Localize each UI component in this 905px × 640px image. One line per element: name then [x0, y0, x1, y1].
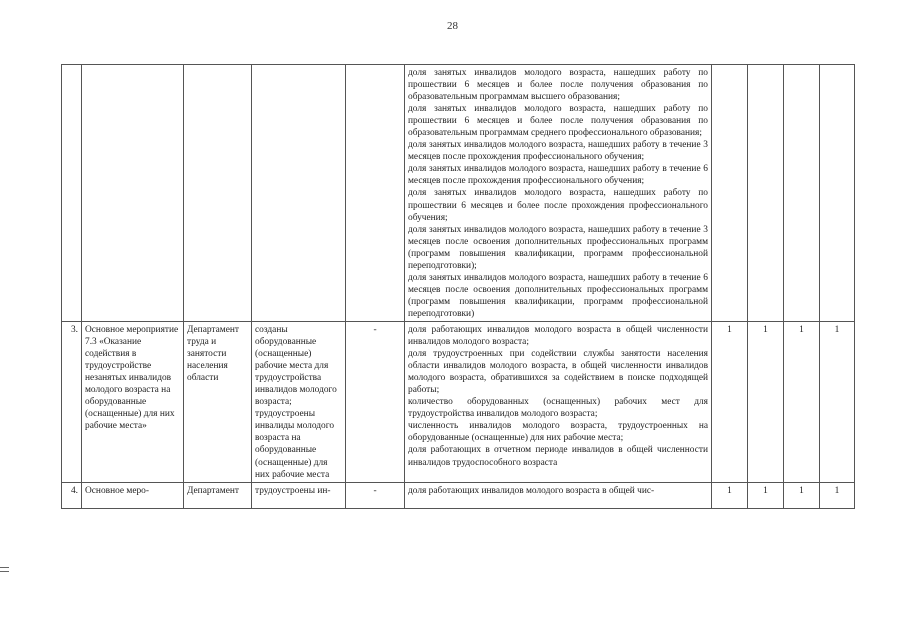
- indicator-text: доля трудоустроенных при содействии службы занятости населения области инвалидов молодого возраста, в общей численности инвалидов молодого возраста, обратившихся за содействием в поиске подходящей работы;: [408, 349, 708, 396]
- year-value: 1: [820, 482, 855, 508]
- year-value: 1: [784, 482, 820, 508]
- page-number: 28: [447, 20, 458, 32]
- year-value: 1: [784, 321, 820, 482]
- indicator-text: доля работающих в отчетном периоде инвалидов в общей численности инвалидов трудоспособного возраста: [408, 445, 708, 468]
- executor: Департамент: [184, 482, 252, 508]
- year-value: [748, 65, 784, 322]
- expected-result: трудоустроены ин-: [252, 482, 346, 508]
- indicator-text: доля занятых инвалидов молодого возраста, нашедших работу по прошествии 6 месяцев и более после получения образования по образовательным программам высшего образования;: [408, 68, 708, 103]
- program-table: [61, 64, 855, 509]
- related-measure: [346, 65, 405, 322]
- year-value: 1: [820, 321, 855, 482]
- indicators-cell: [405, 65, 712, 322]
- event-name: Основное мероприятие 7.3 «Оказание содействия в трудоустройстве незанятых инвалидов молодого возраста на оборудованные (оснащенные) для них рабочие места»: [82, 321, 184, 482]
- row-number: [62, 65, 82, 322]
- executor: [184, 65, 252, 322]
- indicator-text: доля занятых инвалидов молодого возраста, нашедших работу в течение 3 месяцев после освоения дополнительных профессиональных программ (программ повышения квалификации, программ профессиональной переподготовки);: [408, 224, 708, 271]
- table-row: [62, 321, 855, 482]
- indicator-text: численность инвалидов молодого возраста, трудоустроенных на оборудованные (оснащенные) для них рабочие места;: [408, 421, 708, 444]
- year-value: [820, 65, 855, 322]
- table-row: [62, 65, 855, 322]
- indicator-text: доля работающих инвалидов молодого возраста в общей численности инвалидов молодого возраста;: [408, 324, 708, 348]
- indicator-text: доля занятых инвалидов молодого возраста, нашедших работу в течение 3 месяцев после прохождения профессионального обучения;: [408, 140, 708, 163]
- row-number: 4.: [62, 482, 82, 508]
- expected-result: созданы оборудованные (оснащенные) рабочие места для трудоустройства инвалидов молодого возраста; трудоустроены инвалиды молодого возраста на оборудованные (оснащенные) для них рабочие места: [252, 321, 346, 482]
- row-number: 3.: [62, 321, 82, 482]
- indicator-text: доля работающих инвалидов молодого возраста в общей чис-: [408, 485, 655, 496]
- event-name: [82, 65, 184, 322]
- indicator-text: количество оборудованных (оснащенных) рабочих мест для трудоустройства инвалидов молодого возраста;: [408, 397, 708, 420]
- indicator-text: доля занятых инвалидов молодого возраста, нашедших работу по прошествии 6 месяцев и более после получения образования по образовательным программам среднего профессионального образования;: [408, 104, 708, 139]
- indicator-text: доля занятых инвалидов молодого возраста, нашедших работу по прошествии 6 месяцев и более после прохождения профессионального обучения;: [408, 188, 708, 223]
- margin-binding-marks: [0, 567, 9, 575]
- year-value: 1: [712, 321, 748, 482]
- year-value: 1: [748, 482, 784, 508]
- indicator-text: доля занятых инвалидов молодого возраста, нашедших работу в течение 6 месяцев после освоения дополнительных профессиональных программ (программ повышения квалификации, программ профессиональной переподготовки): [408, 272, 708, 319]
- related-measure: -: [346, 321, 405, 482]
- indicators-cell: [405, 482, 712, 508]
- table-row: [62, 482, 855, 508]
- year-value: [712, 65, 748, 322]
- indicator-text: доля занятых инвалидов молодого возраста, нашедших работу в течение 6 месяцев после прохождения профессионального обучения;: [408, 164, 708, 187]
- expected-result: [252, 65, 346, 322]
- event-name: Основное меро-: [82, 482, 184, 508]
- related-measure: -: [346, 482, 405, 508]
- year-value: 1: [712, 482, 748, 508]
- year-value: [784, 65, 820, 322]
- indicators-cell: [405, 321, 712, 482]
- executor: Департамент труда и занятости населения области: [184, 321, 252, 482]
- year-value: 1: [748, 321, 784, 482]
